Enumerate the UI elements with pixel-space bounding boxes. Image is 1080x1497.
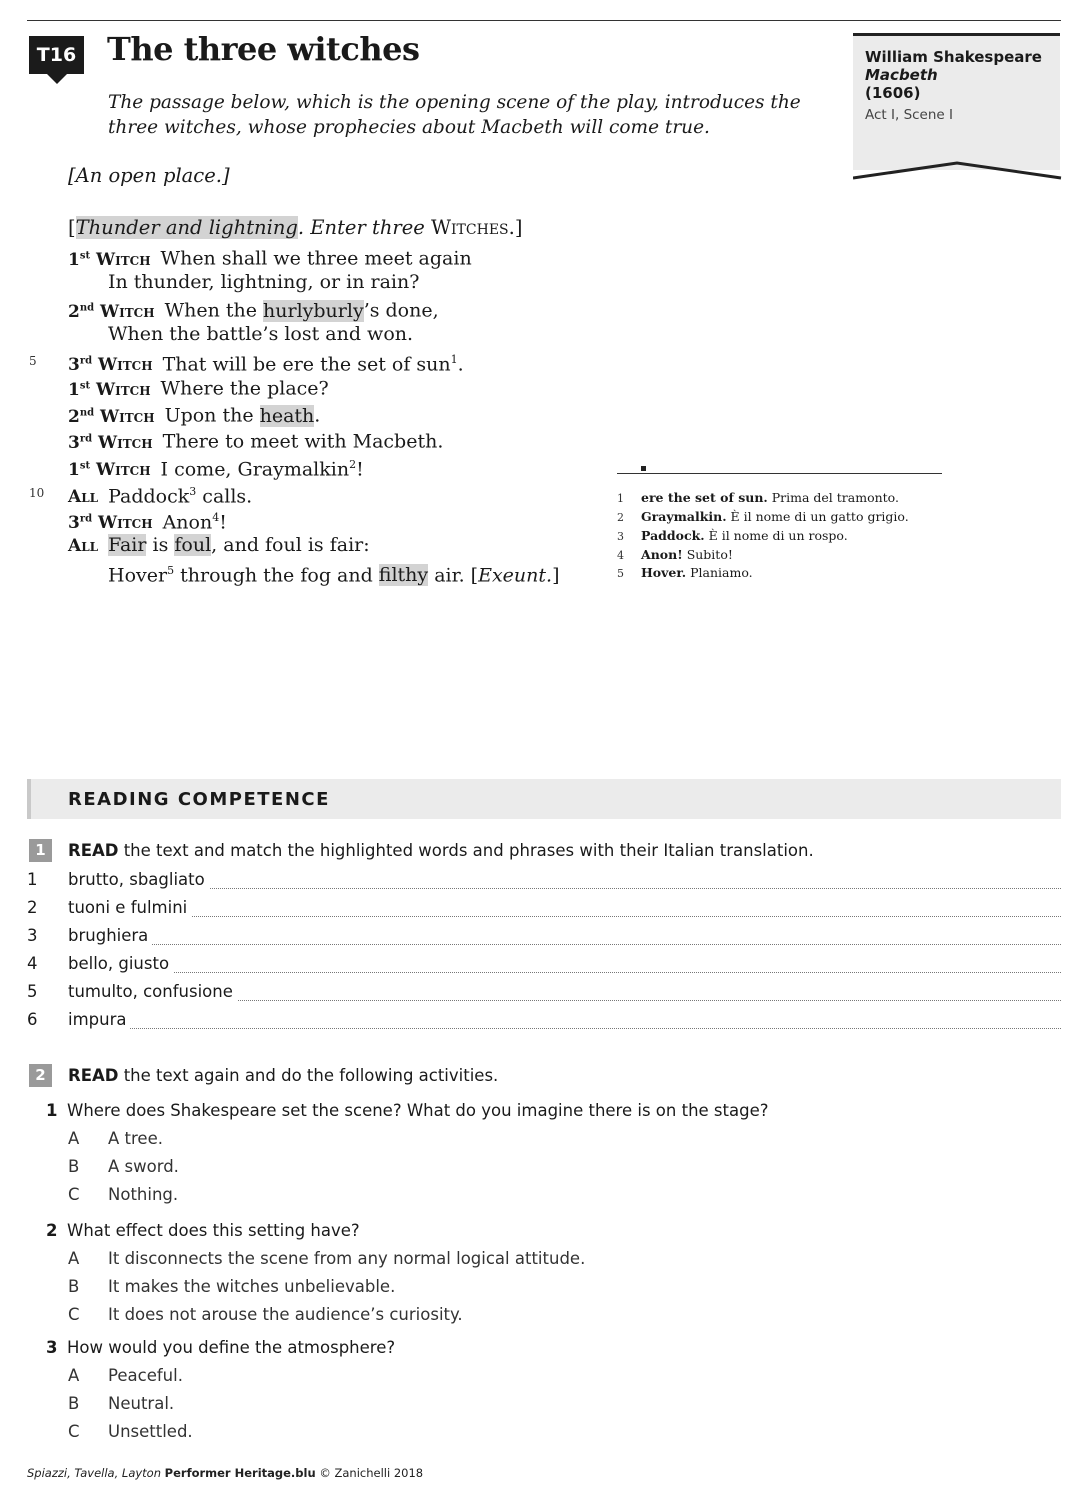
- answer-option[interactable]: C It does not arouse the audience’s curiosity.: [68, 1305, 463, 1324]
- highlight-heath: heath: [259, 404, 315, 427]
- play-line: All Paddock$^3$ calls.: [68, 485, 253, 508]
- line-number: 10: [29, 486, 45, 500]
- answer-option[interactable]: B It makes the witches unbelievable.: [68, 1277, 396, 1296]
- match-item: 4 bello, giusto: [27, 954, 1061, 976]
- speaker: 3rd Witch: [68, 432, 153, 453]
- speaker: 3rd Witch: [68, 513, 153, 534]
- highlight-fair: Fair: [108, 534, 147, 556]
- answer-line[interactable]: [68, 916, 1061, 917]
- highlight-hurlyburly: hurlyburly: [263, 299, 364, 322]
- section-title: READING COMPETENCE: [68, 789, 330, 810]
- stage-direction: [Thunder and lightning. Enter three Witches.]: [68, 216, 523, 239]
- play-line: When the battle’s lost and won.: [108, 323, 414, 345]
- play-line: All Fair is foul, and foul is fair:: [68, 534, 370, 556]
- info-year: (1606): [865, 84, 921, 102]
- answer-line[interactable]: [68, 944, 1061, 945]
- play-line: 2nd Witch When the hurlyburly’s done,: [68, 299, 439, 322]
- speaker: All: [68, 536, 99, 556]
- play-line: Hover$^5$ through the fog and filthy air. [Exeunt.]: [108, 564, 560, 587]
- footnote: 1 ere the set of sun. Prima del tramonto.: [617, 490, 899, 505]
- answer-line[interactable]: [68, 1028, 1061, 1029]
- match-item: 2 tuoni e fulmini: [27, 898, 1061, 920]
- footnote: 4 Anon! Subito!: [617, 547, 733, 562]
- speaker: 1st Witch: [68, 249, 151, 270]
- play-line: 2nd Witch Upon the heath.: [68, 404, 321, 427]
- answer-line[interactable]: [68, 972, 1061, 973]
- answer-option[interactable]: A It disconnects the scene from any normal logical attitude.: [68, 1249, 586, 1268]
- info-scene: Act I, Scene I: [865, 107, 954, 123]
- play-line: 1st Witch When shall we three meet again: [68, 247, 472, 270]
- exercise-instruction: READ the text and match the highlighted words and phrases with their Italian translation.: [68, 841, 814, 860]
- footnote-rule: [617, 473, 942, 474]
- intro-text: The passage below, which is the opening scene of the play, introduces the three witches, whose prophecies about Macbeth will come true.: [108, 92, 801, 138]
- match-item: 5 tumulto, confusione: [27, 982, 1061, 1004]
- setting-direction: [An open place.]: [68, 164, 230, 187]
- play-line: 3rd Witch Anon$^4$!: [68, 511, 227, 534]
- highlight-thunder: Thunder and lightning: [75, 216, 298, 239]
- answer-line[interactable]: [68, 888, 1061, 889]
- footnote-marker: [641, 466, 646, 471]
- page-footer: Spiazzi, Tavella, Layton Performer Heritage.blu © Zanichelli 2018: [27, 1466, 424, 1480]
- play-line: In thunder, lightning, or in rain?: [108, 271, 420, 293]
- answer-option[interactable]: B A sword.: [68, 1157, 179, 1176]
- match-item: 1 brutto, sbagliato: [27, 870, 1061, 892]
- play-line: 3rd Witch There to meet with Macbeth.: [68, 430, 444, 453]
- speaker: 2nd Witch: [68, 406, 155, 427]
- text-badge: T16: [29, 36, 84, 74]
- highlight-filthy: filthy: [378, 564, 429, 587]
- question: 1 Where does Shakespeare set the scene? What do you imagine there is on the stage?: [46, 1101, 769, 1120]
- info-work: Macbeth: [865, 66, 938, 84]
- speaker: 3rd Witch: [68, 355, 153, 376]
- play-line: 3rd Witch That will be ere the set of sun$^1$.: [68, 353, 464, 376]
- answer-option[interactable]: C Unsettled.: [68, 1422, 193, 1441]
- speaker: All: [68, 487, 99, 508]
- answer-option[interactable]: B Neutral.: [68, 1394, 175, 1413]
- info-box-ribbon: [853, 160, 1063, 186]
- answer-option[interactable]: A Peaceful.: [68, 1366, 183, 1385]
- page-title: The three witches: [107, 30, 420, 68]
- footnote: 2 Graymalkin. È il nome di un gatto grigio.: [617, 509, 909, 524]
- info-author: William Shakespeare: [865, 48, 1042, 66]
- speaker: 1st Witch: [68, 460, 151, 481]
- match-item: 3 brughiera: [27, 926, 1061, 948]
- highlight-foul: foul: [174, 534, 212, 556]
- speaker: 2nd Witch: [68, 301, 155, 322]
- exercise-instruction: READ the text again and do the following activities.: [68, 1066, 499, 1085]
- footnote: 3 Paddock. È il nome di un rospo.: [617, 528, 848, 543]
- footnote: 5 Hover. Planiamo.: [617, 565, 753, 580]
- top-rule: [27, 20, 1061, 21]
- speaker: 1st Witch: [68, 379, 151, 400]
- play-line: 1st Witch Where the place?: [68, 377, 329, 400]
- question: 3 How would you define the atmosphere?: [46, 1338, 396, 1357]
- question: 2 What effect does this setting have?: [46, 1221, 360, 1240]
- exercise-number: 1: [29, 839, 52, 862]
- line-number: 5: [29, 354, 37, 368]
- exercise-number: 2: [29, 1064, 52, 1087]
- badge-tail: [47, 74, 67, 84]
- answer-option[interactable]: A A tree.: [68, 1129, 163, 1148]
- answer-option[interactable]: C Nothing.: [68, 1185, 179, 1204]
- play-line: 1st Witch I come, Graymalkin$^2$!: [68, 458, 364, 481]
- match-item: 6 impura: [27, 1010, 1061, 1032]
